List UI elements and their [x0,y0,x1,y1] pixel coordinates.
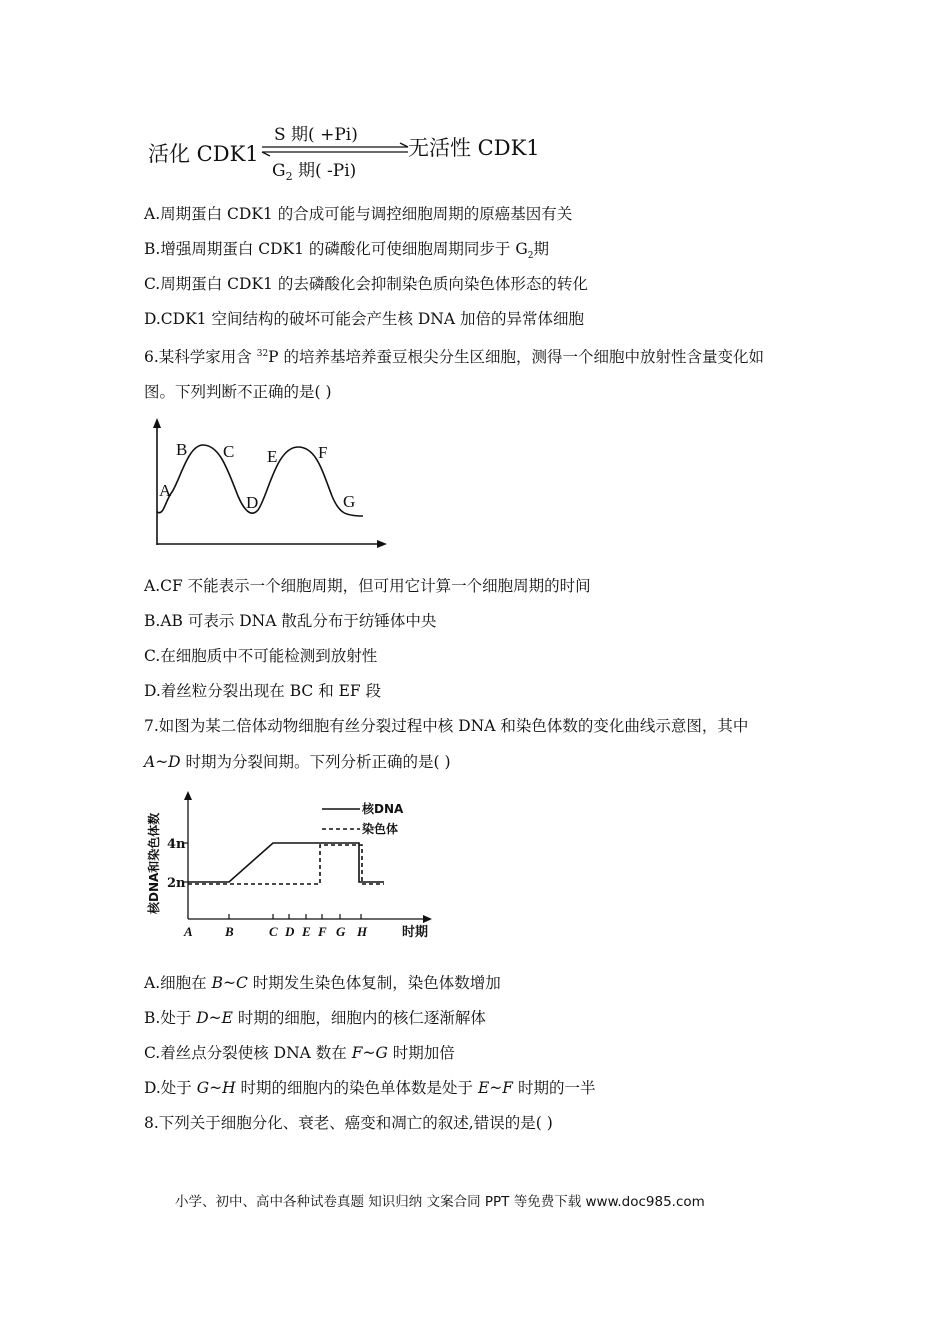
xtick-label-c: C [269,924,278,939]
point-label-e: E [267,447,278,466]
q6-stem: 6.某科学家用含 $^{32}$P 的培养基培养蚕豆根尖分生区细胞，测得一个细胞中放射性含量变化如 [144,348,765,367]
q6-option-a: A.CF 不能表示一个细胞周期，但可用它计算一个细胞周期的时间 [144,577,591,595]
equation-right: 无活性 CDK1 [408,136,540,160]
q5-option-b: B.增强周期蛋白 CDK1 的磷酸化可使细胞周期同步于 $G_2$期 [144,240,549,262]
chart-x-axis-arrow [423,915,432,923]
xtick-label-f: F [318,924,327,939]
dna-chromosome-chart [140,786,440,946]
q7-stem: 7.如图为某二倍体动物细胞有丝分裂过程中核 DNA 和染色体数的变化曲线示意图，其中 [144,717,749,735]
series-dna-line [188,843,384,882]
series-chromosome-line [188,845,384,884]
point-label-d: D [246,493,259,512]
xtick-label-g: G [336,924,346,939]
q5-option-c: C.周期蛋白 CDK1 的去磷酸化会抑制染色质向染色体形态的转化 [144,275,588,293]
equation-bottom-label: $G_2$ 期( -Pi) [272,161,357,183]
q6-stem-line2: 图。下列判断不正确的是( ) [144,383,332,401]
radioactivity-curve [157,445,363,516]
page-footer: 小学、初中、高中各种试卷真题 知识归纳 文案合同 PPT 等免费下载 www.doc985.com [175,1194,705,1210]
point-label-c: C [223,442,235,461]
point-label-b: B [176,440,188,459]
point-label-g: G [343,492,356,511]
point-label-f: F [318,443,328,462]
ytick-2n-label: 2n [167,876,186,891]
xtick-label-e: E [302,924,311,939]
q7-stem-line2: A~D 时期为分裂间期。下列分析正确的是( ) [144,753,451,771]
q5-option-a: A.周期蛋白 CDK1 的合成可能与调控细胞周期的原癌基因有关 [144,205,573,223]
q5-option-d: D.CDK1 空间结构的破坏可能会产生核 DNA 加倍的异常体细胞 [144,310,584,328]
chart-y-axis-arrow [184,791,192,800]
q7-option-b: B.处于 D~E 时期的细胞，细胞内的核仁逐渐解体 [144,1009,486,1027]
chart-xlabel: 时期 [402,925,429,940]
ytick-4n-label: 4n [167,837,186,852]
point-label-a: A [159,481,172,500]
q7-option-a: A.细胞在 B~C 时期发生染色体复制，染色体数增加 [144,974,501,992]
cdk1-equation [146,118,546,184]
legend-chromosome-label: 染色体 [362,822,399,836]
radioactivity-curve-figure [148,416,393,551]
legend-dna-label: 核DNA [362,802,404,816]
xtick-label-a: A [184,924,193,939]
q6-option-b: B.AB 可表示 DNA 散乱分布于纺锤体中央 [144,612,437,630]
xtick-label-b: B [225,924,234,939]
chart-x-ticks [183,914,368,939]
q7-option-c: C.着丝点分裂使核 DNA 数在 F~G 时期加倍 [144,1044,455,1062]
xtick-label-h: H [357,924,368,939]
chart-ylabel: 核DNA和染色体数 [147,812,161,914]
equation-top-label: S 期( +Pi) [274,125,358,145]
q7-option-d: D.处于 G~H 时期的细胞内的染色单体数是处于 E~F 时期的一半 [144,1079,596,1097]
y-axis-arrow [153,418,161,428]
x-axis-arrow [377,540,387,548]
q8-stem: 8.下列关于细胞分化、衰老、癌变和凋亡的叙述,错误的是( ) [144,1114,553,1132]
equation-left: 活化 CDK1 [148,142,259,166]
q6-option-c: C.在细胞质中不可能检测到放射性 [144,647,378,665]
q6-option-d: D.着丝粒分裂出现在 BC 和 EF 段 [144,682,382,700]
xtick-label-d: D [285,924,295,939]
